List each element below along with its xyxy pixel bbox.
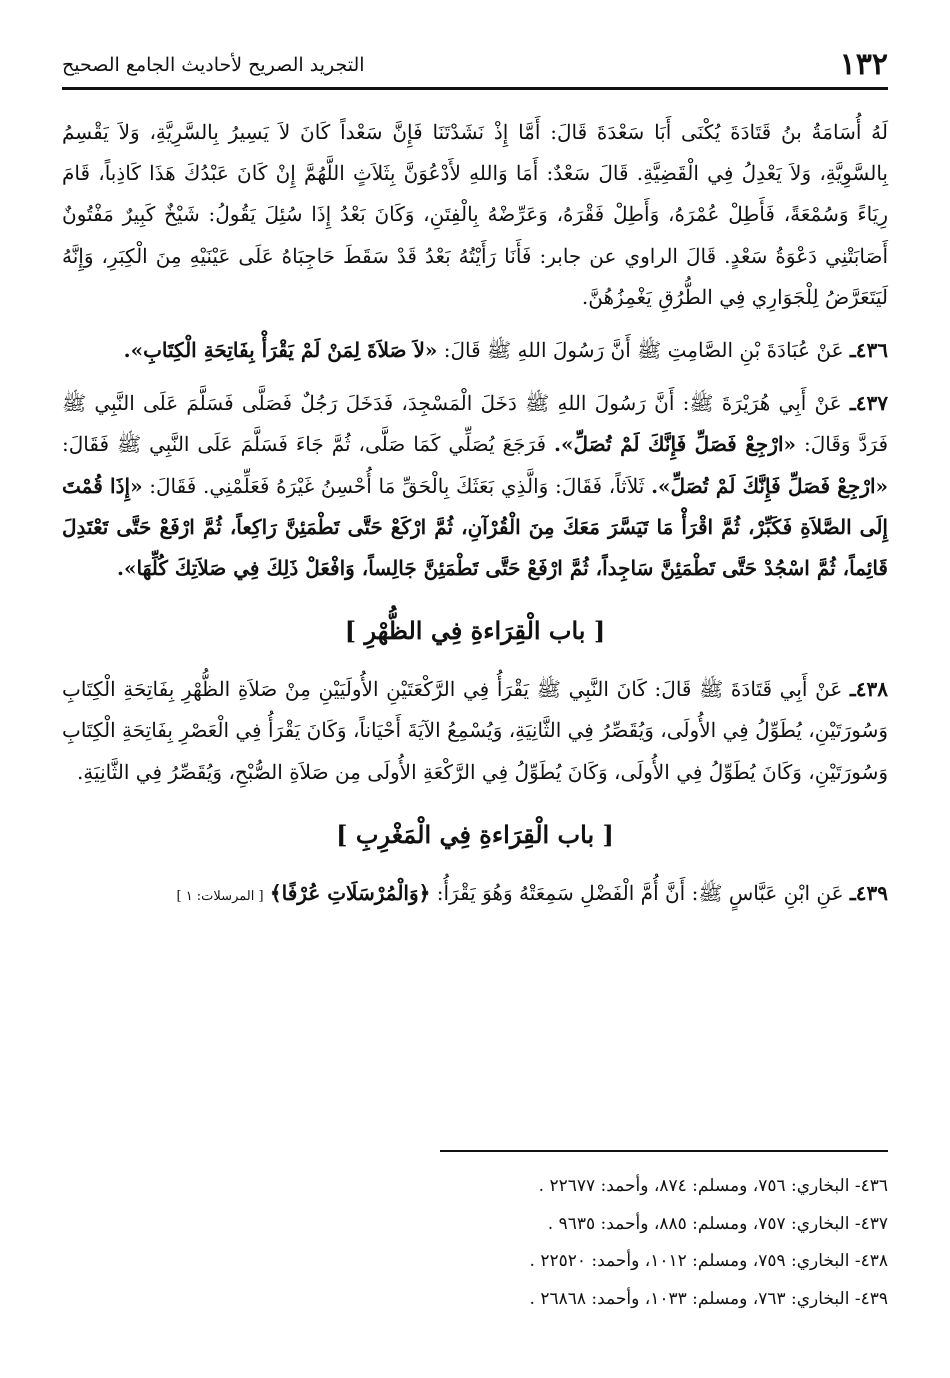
footnote-divider xyxy=(440,1150,888,1152)
hadith-number: ٤٣٦ـ xyxy=(849,338,888,363)
footnote-436: ٤٣٦- البخاري: ٧٥٦، ومسلم: ٨٧٤، وأحمد: ٢٢٦٧٧ . xyxy=(538,1176,888,1196)
hadith-text: ثَلاَثاً، فَقَالَ: وَالَّذِي بَعَثَكَ بِالْحَقِّ مَا أُحْسِنُ غَيْرَهُ فَعَلِّمْنِي. فَقَالَ: xyxy=(149,473,645,498)
continuation-paragraph xyxy=(62,112,888,318)
book-title: التجريد الصريح لأحاديث الجامع الصحيح xyxy=(62,54,365,76)
footnote-438: ٤٣٨- البخاري: ٧٥٩، ومسلم: ١٠١٢، وأحمد: ٢٢٥٢٠ . xyxy=(529,1251,888,1271)
quran-verse: ﴿وَالْمُرْسَلَاتِ عُرْفًا﴾ xyxy=(269,880,431,905)
hadith-437 xyxy=(62,383,888,589)
prophet-quote: «إِذَا قُمْتَ إِلَى الصَّلاَةِ فَكَبِّرْ، ثُمَّ اقْرَأْ مَا تَيَسَّرَ مَعَكَ مِنَ الْقُرْآنِ، ثُمَّ ارْكَعْ حَتَّى تَطْمَئِنَّ رَاكِعاً، ثُمَّ ارْفَعْ حَتَّى تَعْتَدِلَ قَائِماً، ثُمَّ اسْجُدْ حَتَّى تَطْمَئِنَّ سَاجِداً، ثُمَّ ارْفَعْ حَتَّى تَطْمَئِنَّ جَالِساً، وَافْعَلْ ذَلِكَ فِي صَلاَتِكَ كُلِّهَا». xyxy=(62,473,888,581)
hadith-number: ٤٣٨ـ xyxy=(849,677,889,702)
chapter-heading-zuhr: [ باب الْقِرَاءةِ فِي الظُّهْرِ ] xyxy=(344,616,606,646)
hadith-text: عَنْ أَبِي قَتَادَةَ ﷺ قَالَ: كَانَ النَّبِي ﷺ يَقْرَأُ فِي الرَّكْعَتَيْنِ الأُولَيَيْنِ مِنْ صَلاَةِ الظُّهْرِ بِفَاتِحَةِ الْكِتَابِ وَسُورَتَيْنِ، يُطَوِّلُ فِي الأُولَى، وَيُقَصِّرُ فِي الثَّانِيَةِ، وَيُسْمِعُ الآيَةَ أَحْيَاناً، وَكَانَ يَقْرَأُ فِي الْعَصْرِ بِفَاتِحَةِ الْكِتَابِ وَسُورَتَيْنِ، وَكَانَ يُطَوِّلُ فِي الأُولَى، وَكَانَ يُطَوِّلُ فِي الرَّكْعَةِ الأُولَى مِن صَلاَةِ الصُّبْحِ، وَيُقَصِّرُ فِي الثَّانِيَةِ. xyxy=(62,677,888,784)
hadith-text: عَنْ عُبَادَةَ بْنِ الصَّامِتِ ﷺ أَنَّ رَسُولَ اللهِ ﷺ قَالَ: xyxy=(443,338,844,363)
hadith-number: ٤٣٩ـ xyxy=(849,880,888,905)
hadith-439 xyxy=(62,873,888,917)
hadith-436 xyxy=(62,330,888,371)
hadith-text: فَرَجَعَ يُصَلِّي كَمَا صَلَّى، ثُمَّ جَاءَ فَسَلَّمَ عَلَى النَّبِي ﷺ فَقَالَ: xyxy=(62,432,547,457)
hadith-text: عَنِ ابْنِ عَبَّاسٍ ﷺ: أَنَّ أُمَّ الْفَضْلِ سَمِعَتْهُ وَهُوَ يَقْرَأُ: xyxy=(436,880,844,905)
prophet-quote: «ارْجِعْ فَصَلِّ فَإِنَّكَ لَمْ تُصَلِّ». xyxy=(554,432,797,457)
prophet-quote: «لاَ صَلاَةَ لِمَنْ لَمْ يَقْرَأْ بِفَاتِحَةِ الْكِتَابِ». xyxy=(123,338,438,363)
hadith-number: ٤٣٧ـ xyxy=(849,391,888,416)
hadith-438 xyxy=(62,669,888,793)
book-page xyxy=(62,0,888,1378)
chapter-heading-maghrib: [ باب الْقِرَاءةِ فِي الْمَغْرِبِ ] xyxy=(336,819,614,849)
header-divider xyxy=(62,87,888,90)
running-head xyxy=(62,42,888,82)
main-text xyxy=(62,112,888,929)
prophet-quote: «ارْجِعْ فَصَلِّ فَإِنَّكَ لَمْ تُصَلِّ». xyxy=(651,473,889,498)
footnote-439: ٤٣٩- البخاري: ٧٦٣، ومسلم: ١٠٣٣، وأحمد: ٢٦٨٦٨ . xyxy=(529,1288,888,1309)
footnote-437: ٤٣٧- البخاري: ٧٥٧، ومسلم: ٨٨٥، وأحمد: ٩٦٣٥ . xyxy=(547,1213,888,1234)
footnotes xyxy=(62,1168,888,1318)
hadith-text: عَنْ أَبِي هُرَيْرَةَ ﷺ: أَنَّ رَسُولَ اللهِ ﷺ دَخَلَ الْمَسْجِدَ، فَدَخَلَ رَجُلٌ فَصَلَّى فَسَلَّمَ عَلَى النَّبِي ﷺ فَرَدَّ وَقَالَ: xyxy=(62,391,888,457)
verse-reference: [ المرسلات: ١ ] xyxy=(176,888,264,904)
continuation-text: لَهُ أُسَامَةُ بنُ قَتَادَةَ يُكْنَى أَبَا سَعْدَةَ قَالَ: أَمَّا إِذْ نَشَدْتَنَا فَإِنَّ سَعْداً كَانَ لاَ يَسِيرُ بِالسَّرِيَّةِ، وَلاَ يَقْسِمُ بِالسَّوِيَّةِ، وَلاَ يَعْدِلُ فِي الْقَضِيَّةِ. قَالَ سَعْدٌ: أَمَا وَاللهِ لأَدْعُوَنَّ بِثَلاَثٍ اللَّهُمَّ إِنْ كَانَ عَبْدُكَ هَذَا كَاذِباً، قَامَ رِيَاءً وَسُمْعَةً، فَأَطِلْ عُمْرَهُ، وَأَطِلْ فَقْرَهُ، وَعَرِّضْهُ بِالْفِتَنِ، وَكَانَ بَعْدُ إِذَا سُئِلَ يَقُولُ: شَيْخٌ كَبِيرٌ مَفْتُونٌ أَصَابَتْنِي دَعْوَةُ سَعْدٍ. قَالَ الراوي عن جابر: فَأَنَا رَأَيْتُهُ بَعْدُ قَدْ سَقَطَ حَاجِبَاهُ عَلَى عَيْنَيْهِ مِنَ الْكِبَرِ، وَإِنَّهُ لَيَتَعَرَّضُ لِلْجَوَارِي فِي الطُّرُقِ يَغْمِزُهُنَّ. xyxy=(62,120,888,309)
page-number: ١٣٢ xyxy=(839,47,888,82)
